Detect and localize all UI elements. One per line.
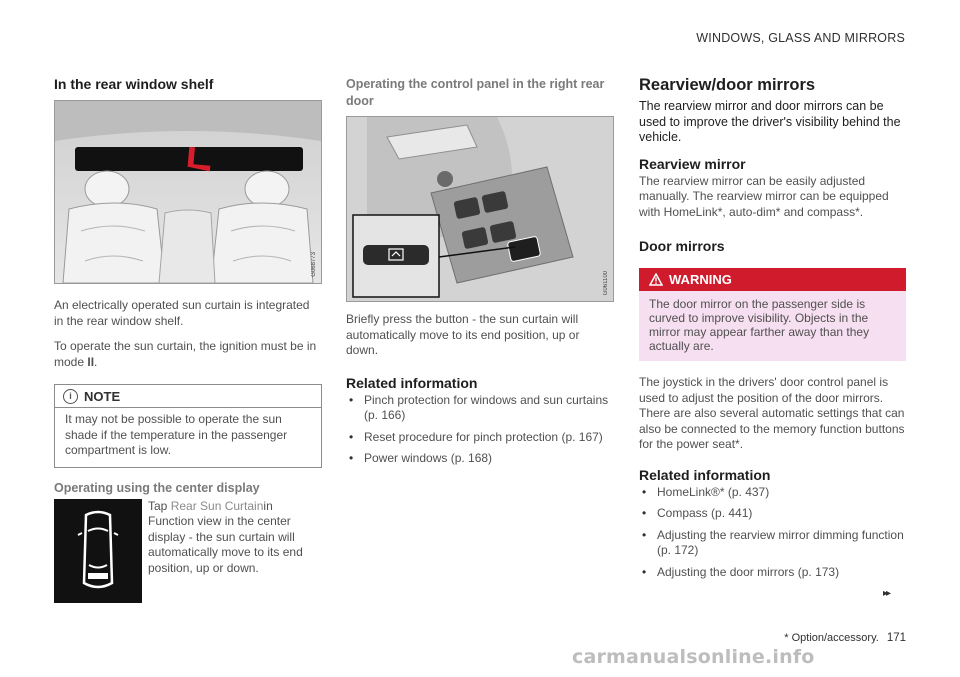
note-header (55, 385, 321, 407)
center-display-text: in Function view in the center display - the sun curtain will automatically move to its end position, up or down. (148, 498, 303, 575)
warning-body: The door mirror on the passenger side is curved to improve visibility. Objects in the mirror may appear farther away than they actually are. (649, 297, 870, 353)
rear-seats-figure (54, 100, 322, 284)
heading-center-display: Operating using the center display (54, 480, 260, 495)
paragraph-ignition-mode (54, 339, 322, 370)
info-icon: i (63, 389, 78, 404)
related-link[interactable]: • Adjusting the rearview mirror dimming function (p. 172) (639, 528, 906, 559)
related-list (346, 393, 613, 467)
related-link[interactable]: • Power windows (p. 168) (346, 451, 613, 467)
ignition-text: To operate the sun curtain, the ignition must be in mode (54, 339, 317, 369)
figure-code: G061100 (603, 270, 609, 295)
door-control-panel-illustration (347, 117, 613, 301)
note-title: NOTE (84, 389, 121, 404)
heading-rearview-mirror: Rearview mirror (639, 155, 746, 172)
ignition-mode: II (87, 354, 95, 369)
watermark: carmanualsonline.info (572, 646, 815, 668)
paragraph-press-button: Briefly press the button - the sun curtain will automatically move to its end position, up or down. (346, 312, 580, 357)
footnote-option: * Option/accessory. (784, 632, 879, 644)
paragraph-mirrors-intro: The rearview mirror and door mirrors can be used to improve the driver's visibility behind the vehicle. (639, 99, 901, 144)
paragraph-sun-curtain-integrated: An electrically operated sun curtain is integrated in the rear window shelf. (54, 298, 310, 328)
heading-door-mirrors: Door mirrors (639, 238, 725, 254)
related-list (639, 485, 906, 581)
note-body: It may not be possible to operate the sun shade if the temperature in the passenger compartment is low. (55, 407, 321, 459)
warning-title: WARNING (669, 272, 732, 287)
warning-triangle-icon (649, 273, 663, 286)
door-control-panel-figure (346, 116, 614, 302)
column-rear-window-shelf (54, 76, 322, 603)
related-link[interactable]: • Reset procedure for pinch protection (p. 167) (346, 430, 613, 446)
heading-rear-window-shelf: In the rear window shelf (54, 76, 214, 92)
heading-related-info: Related information (639, 466, 771, 483)
related-link[interactable]: • HomeLink®* (p. 437) (639, 485, 906, 501)
related-link[interactable]: • Pinch protection for windows and sun curtains (p. 166) (346, 393, 613, 424)
center-display-instruction (148, 499, 322, 603)
page-number: 171 (886, 632, 906, 644)
paragraph-rearview-mirror: The rearview mirror can be easily adjusted manually. The rearview mirror can be equipped with HomeLink*, auto-dim* and compass*. (639, 173, 889, 219)
next-page-arrows-icon[interactable]: ▸▸ (883, 588, 890, 599)
center-display-row (54, 499, 322, 603)
note-box (54, 384, 322, 468)
heading-related-info: Related information (346, 374, 478, 391)
related-link[interactable]: • Adjusting the door mirrors (p. 173) (639, 565, 906, 581)
warning-box (639, 268, 906, 361)
ignition-suffix: . (94, 354, 98, 369)
related-link[interactable]: • Compass (p. 441) (639, 506, 906, 522)
car-top-view-icon (54, 499, 142, 603)
column-control-panel (346, 76, 613, 473)
tap-text: Tap (148, 498, 171, 513)
heading-rearview-door-mirrors: Rearview/door mirrors (639, 76, 816, 94)
page-footer (760, 632, 906, 644)
rear-seats-illustration (55, 101, 321, 283)
menu-item-rear-sun-curtain: Rear Sun Curtain (170, 498, 264, 513)
warning-header (639, 268, 906, 291)
column-mirrors (639, 76, 906, 586)
paragraph-joystick: The joystick in the drivers' door control panel is used to adjust the position of the door mirrors. There are also several automatic settings that can also be connected to the memory function buttons for the power seat*. (639, 375, 905, 451)
section-title: WINDOWS, GLASS AND MIRRORS (696, 31, 905, 45)
figure-code: G068773 (311, 252, 317, 277)
heading-control-panel: Operating the control panel in the right rear door (346, 77, 605, 108)
